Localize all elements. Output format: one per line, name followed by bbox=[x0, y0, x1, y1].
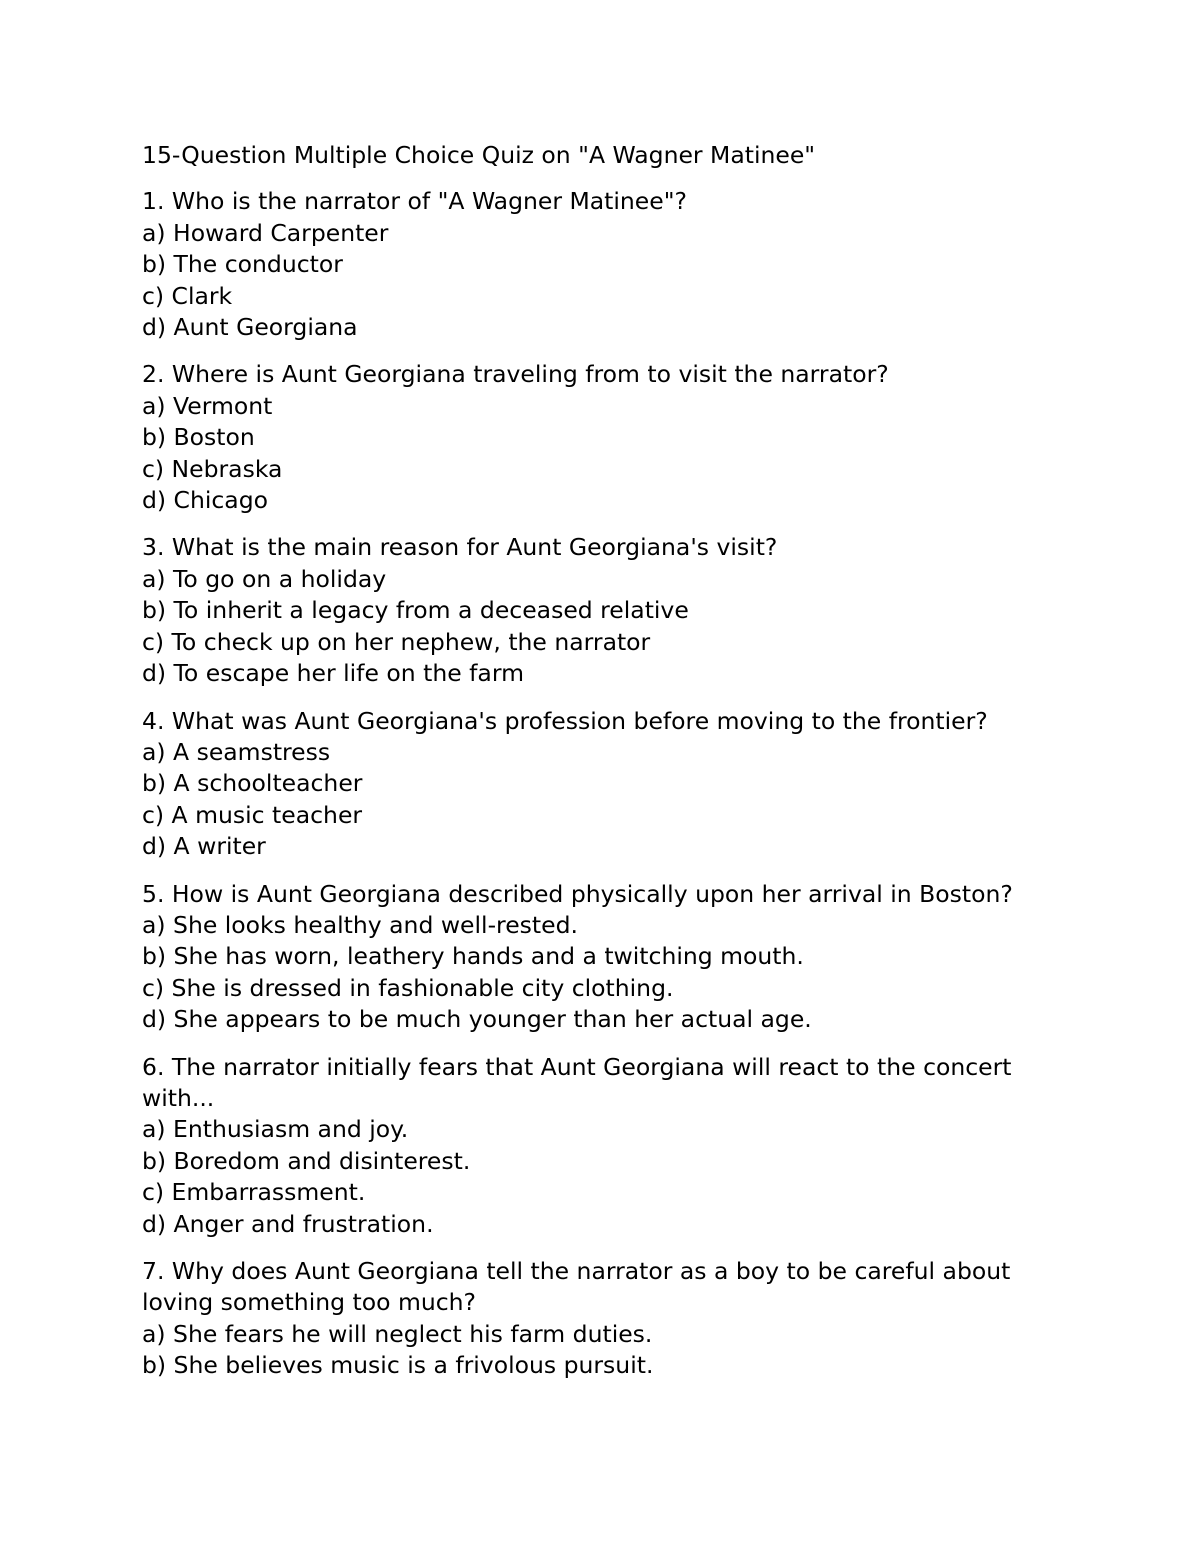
answer-option: b) The conductor bbox=[142, 250, 343, 279]
answer-option: b) Boston bbox=[142, 423, 255, 452]
answer-option: a) Vermont bbox=[142, 391, 273, 420]
answer-option: c) To check up on her nephew, the narrator bbox=[142, 627, 651, 656]
question-3 bbox=[142, 532, 1042, 689]
answer-option: d) Chicago bbox=[142, 486, 269, 515]
answer-option: a) Howard Carpenter bbox=[142, 218, 389, 247]
answer-option: c) Embarrassment. bbox=[142, 1178, 366, 1207]
answer-option: d) She appears to be much younger than her actual age. bbox=[142, 1005, 812, 1034]
answer-option: d) Aunt Georgiana bbox=[142, 313, 358, 342]
answer-option: d) Anger and frustration. bbox=[142, 1209, 434, 1238]
answer-option: c) She is dressed in fashionable city clothing. bbox=[142, 973, 674, 1002]
answer-option: b) She believes music is a frivolous pursuit. bbox=[142, 1351, 654, 1380]
question-text: 1. Who is the narrator of "A Wagner Matinee"? bbox=[142, 187, 687, 216]
answer-option: a) Enthusiasm and joy. bbox=[142, 1115, 409, 1144]
answer-option: d) To escape her life on the farm bbox=[142, 659, 524, 688]
answer-option: a) To go on a holiday bbox=[142, 564, 387, 593]
answer-option: c) Nebraska bbox=[142, 454, 283, 483]
answer-option: d) A writer bbox=[142, 832, 266, 861]
question-text: 4. What was Aunt Georgiana's profession before moving to the frontier? bbox=[142, 706, 988, 735]
question-7 bbox=[142, 1256, 1042, 1382]
question-5 bbox=[142, 879, 1042, 1036]
answer-option: b) She has worn, leathery hands and a twitching mouth. bbox=[142, 942, 804, 971]
answer-option: a) A seamstress bbox=[142, 737, 331, 766]
answer-option: b) To inherit a legacy from a deceased relative bbox=[142, 596, 689, 625]
answer-option: c) A music teacher bbox=[142, 800, 363, 829]
question-4 bbox=[142, 706, 1042, 863]
question-1 bbox=[142, 186, 1042, 343]
answer-option: b) Boredom and disinterest. bbox=[142, 1146, 471, 1175]
question-text: 7. Why does Aunt Georgiana tell the narrator as a boy to be careful about loving something too much? bbox=[142, 1257, 1018, 1317]
answer-option: c) Clark bbox=[142, 281, 233, 310]
answer-option: a) She fears he will neglect his farm duties. bbox=[142, 1319, 653, 1348]
document-title: 15-Question Multiple Choice Quiz on "A Wagner Matinee" bbox=[142, 141, 816, 169]
question-6 bbox=[142, 1052, 1042, 1240]
question-text: 3. What is the main reason for Aunt Georgiana's visit? bbox=[142, 533, 778, 562]
question-text: 5. How is Aunt Georgiana described physically upon her arrival in Boston? bbox=[142, 879, 1013, 908]
question-2 bbox=[142, 359, 1042, 516]
answer-option: b) A schoolteacher bbox=[142, 769, 363, 798]
document-page bbox=[142, 140, 1042, 1398]
question-text: 6. The narrator initially fears that Aunt Georgiana will react to the concert with... bbox=[142, 1052, 1019, 1112]
answer-option: a) She looks healthy and well-rested. bbox=[142, 910, 578, 939]
question-text: 2. Where is Aunt Georgiana traveling from to visit the narrator? bbox=[142, 360, 889, 389]
